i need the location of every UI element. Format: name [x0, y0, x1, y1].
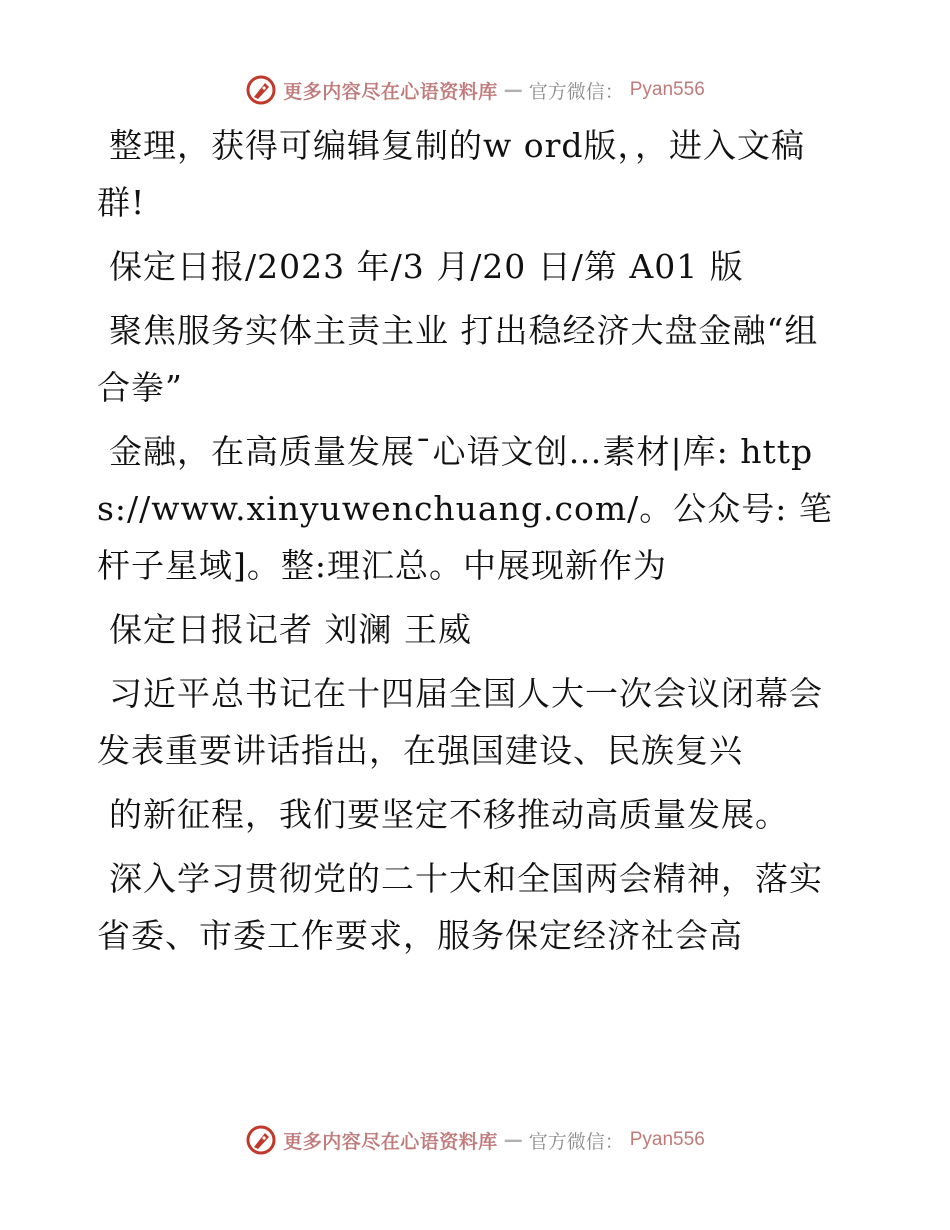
paragraph-intro: 整理，获得可编辑复制的w ord版，，进入文稿群!: [97, 126, 806, 222]
footer-wechat-label: 官方微信：: [528, 1130, 624, 1153]
footer-brand-text: 更多内容尽在心语资料库: [283, 1130, 498, 1153]
document-body: [97, 117, 837, 971]
pen-nib-logo-icon: [245, 1124, 277, 1156]
paragraph-subheadline: 金融，在高质量发展¯心语文创…素材|库: https://www.xinyuwenchuang.com/。公众号: 笔杆子星域]。整:理汇总。中展现新作为: [97, 432, 833, 585]
paragraph-byline: 保定日报记者 刘澜 王威: [109, 610, 472, 649]
paragraph-body-2: 的新征程，我们要坚定不移推动高质量发展。: [109, 795, 789, 834]
header-wechat-id: Pyan556: [629, 79, 705, 100]
header-brand-text: 更多内容尽在心语资料库: [283, 80, 498, 103]
header-dash: —: [503, 79, 523, 101]
paragraph-headline: 聚焦服务实体主责主业 打出稳经济大盘金融“组合拳”: [97, 311, 819, 407]
footer-dash: —: [503, 1129, 523, 1151]
header-wechat-label: 官方微信：: [528, 80, 624, 103]
paragraph-source: 保定日报/2023 年/3 月/20 日/第 A01 版: [109, 247, 744, 286]
paragraph-body-3: 深入学习贯彻党的二十大和全国两会精神，落实省委、市委工作要求，服务保定经济社会高: [97, 859, 823, 955]
footer-wechat-id: Pyan556: [629, 1129, 705, 1150]
pen-nib-logo-icon: [245, 74, 277, 106]
page-footer-watermark: [0, 1122, 950, 1158]
page-header-watermark: [0, 72, 950, 108]
paragraph-body-1: 习近平总书记在十四届全国人大一次会议闭幕会发表重要讲话指出，在强国建设、民族复兴: [97, 674, 823, 770]
